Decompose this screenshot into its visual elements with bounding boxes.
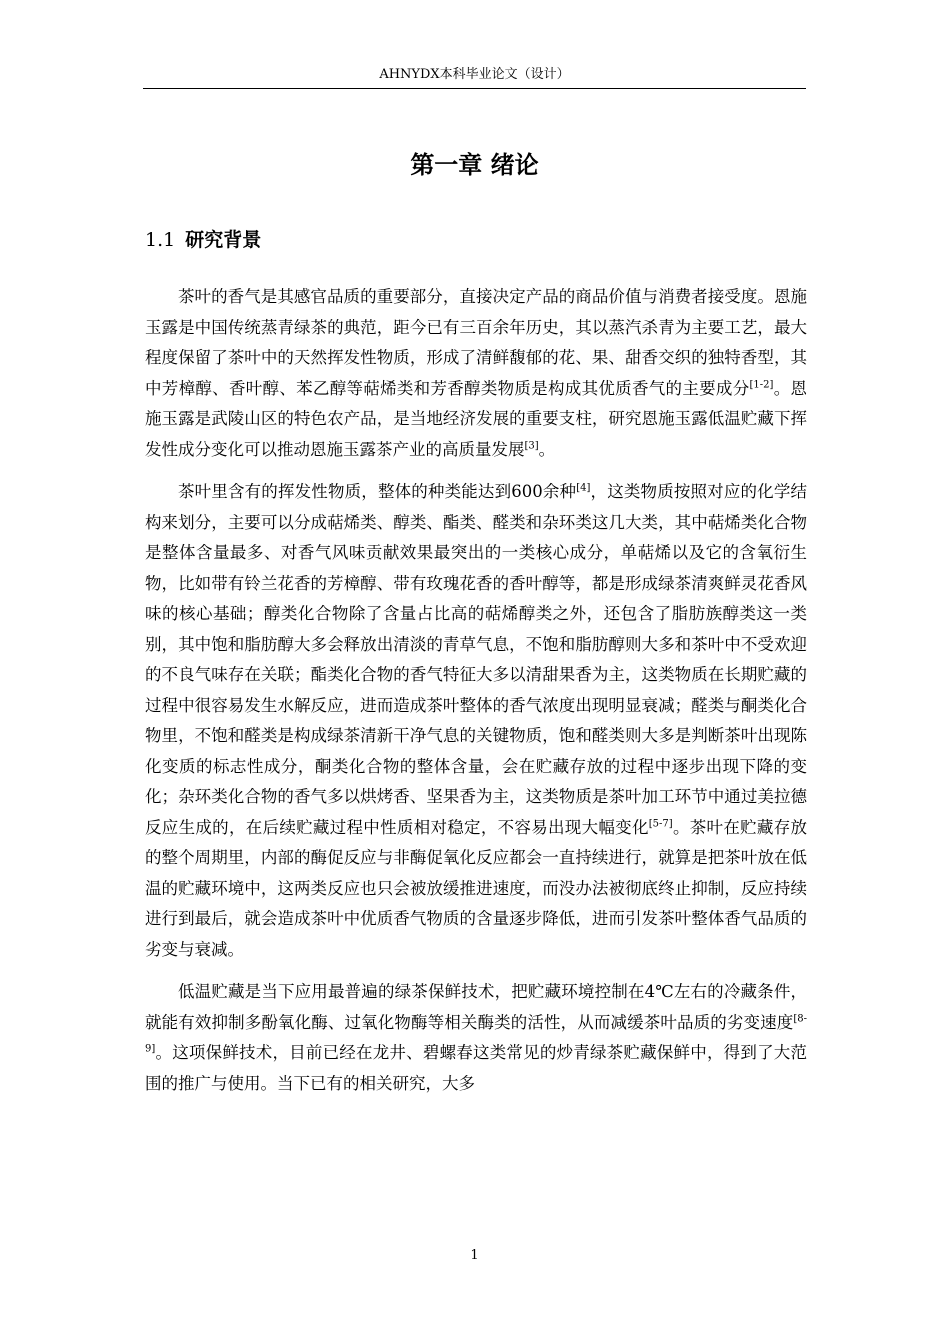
- citation: [4]: [576, 482, 591, 494]
- chapter-title: 第一章 绪论: [410, 150, 539, 179]
- paragraph: [145, 477, 807, 965]
- citation: [3]: [524, 440, 539, 451]
- citation: [5-7]: [648, 818, 673, 829]
- paragraph-text: 。恩施玉露是武陵山区的特色农产品，是当地经济发展的重要支柱，研究恩施玉露低温贮藏下挥发性成分变化可以推动恩施玉露茶产业的高质量发展: [145, 378, 808, 459]
- citation: [1-2]: [749, 379, 774, 390]
- section-number: 1.1: [145, 229, 176, 251]
- paragraph: [145, 977, 807, 1099]
- running-header: AHNYDX本科毕业论文（设计）: [379, 67, 570, 82]
- paragraph-text: 。这项保鲜技术，目前已经在龙井、碧螺春这类常见的炒青绿茶贮藏保鲜中，得到了大范围的推广与使用。当下已有的相关研究，大多: [145, 1043, 807, 1093]
- paragraph-text: 。: [538, 439, 556, 459]
- body-text: [145, 282, 807, 1111]
- citation: [8-9]: [145, 1013, 807, 1055]
- header-divider: [143, 88, 806, 89]
- paragraph-text: 低温贮藏是当下应用最普遍的绿茶保鲜技术，把贮藏环境控制在4℃左右的冷藏条件，就能有效抑制多酚氧化酶、过氧化物酶等相关酶类的活性，从而减缓茶叶品质的劣变速度: [145, 982, 807, 1032]
- paragraph-text: 茶叶里含有的挥发性物质，整体的种类能达到600余种: [178, 482, 577, 501]
- paragraph-text: ，这类物质按照对应的化学结构来划分，主要可以分成萜烯类、醇类、酯类、醛类和杂环类这几大类，其中萜烯类化合物是整体含量最多、对香气风味贡献效果最突出的一类核心成分，单萜烯以及它的含氧衍生物，比如带有铃兰花香的芳樟醇、带有玫瑰花香的香叶醇等，都是形成绿茶清爽鲜灵花香风味的核心基础；醇类化合物除了含量占比高的萜烯醇类之外，还包含了脂肪族醇类这一类别，其中饱和脂肪醇大多会释放出清淡的青草气息，不饱和脂肪醇则大多和茶叶中不受欢迎的不良气味存在关联；酯类化合物的香气特征大多以清甜果香为主，这类物质在长期贮藏的过程中很容易发生水解反应，进而造成茶叶整体的香气浓度出现明显衰减；醛类与酮类化合物里，不饱和醛类是构成绿茶清新干净气息的关键物质，饱和醛类则大多是判断茶叶出现陈化变质的标志性成分，酮类化合物的整体含量，会在贮藏存放的过程中逐步出现下降的变化；杂环类化合物的香气多以烘烤香、坚果香为主，这类物质是茶叶加工环节中通过美拉德反应生成的，在后续贮藏过程中性质相对稳定，不容易出现大幅变化: [145, 482, 807, 837]
- section-title: 研究背景: [185, 229, 262, 251]
- paragraph-text: 茶叶的香气是其感官品质的重要部分，直接决定产品的商品价值与消费者接受度。恩施玉露是中国传统蒸青绿茶的典范，距今已有三百余年历史，其以蒸汽杀青为主要工艺，最大程度保留了茶叶中的天然挥发性物质，形成了清鲜馥郁的花、果、甜香交织的独特香型，其中芳樟醇、香叶醇、苯乙醇等萜烯类和芳香醇类物质是构成其优质香气的主要成分: [145, 287, 807, 398]
- paragraph: [145, 282, 807, 465]
- section-heading: [145, 225, 261, 255]
- paragraph-text: 。茶叶在贮藏存放的整个周期里，内部的酶促反应与非酶促氧化反应都会一直持续进行，就算是把茶叶放在低温的贮藏环境中，这两类反应也只会被放缓推进速度，而没办法被彻底终止抑制，反应持续进行到最后，就会造成茶叶中优质香气物质的含量逐步降低，进而引发茶叶整体香气品质的劣变与衰减。: [145, 817, 808, 959]
- page-number: 1: [470, 1248, 479, 1263]
